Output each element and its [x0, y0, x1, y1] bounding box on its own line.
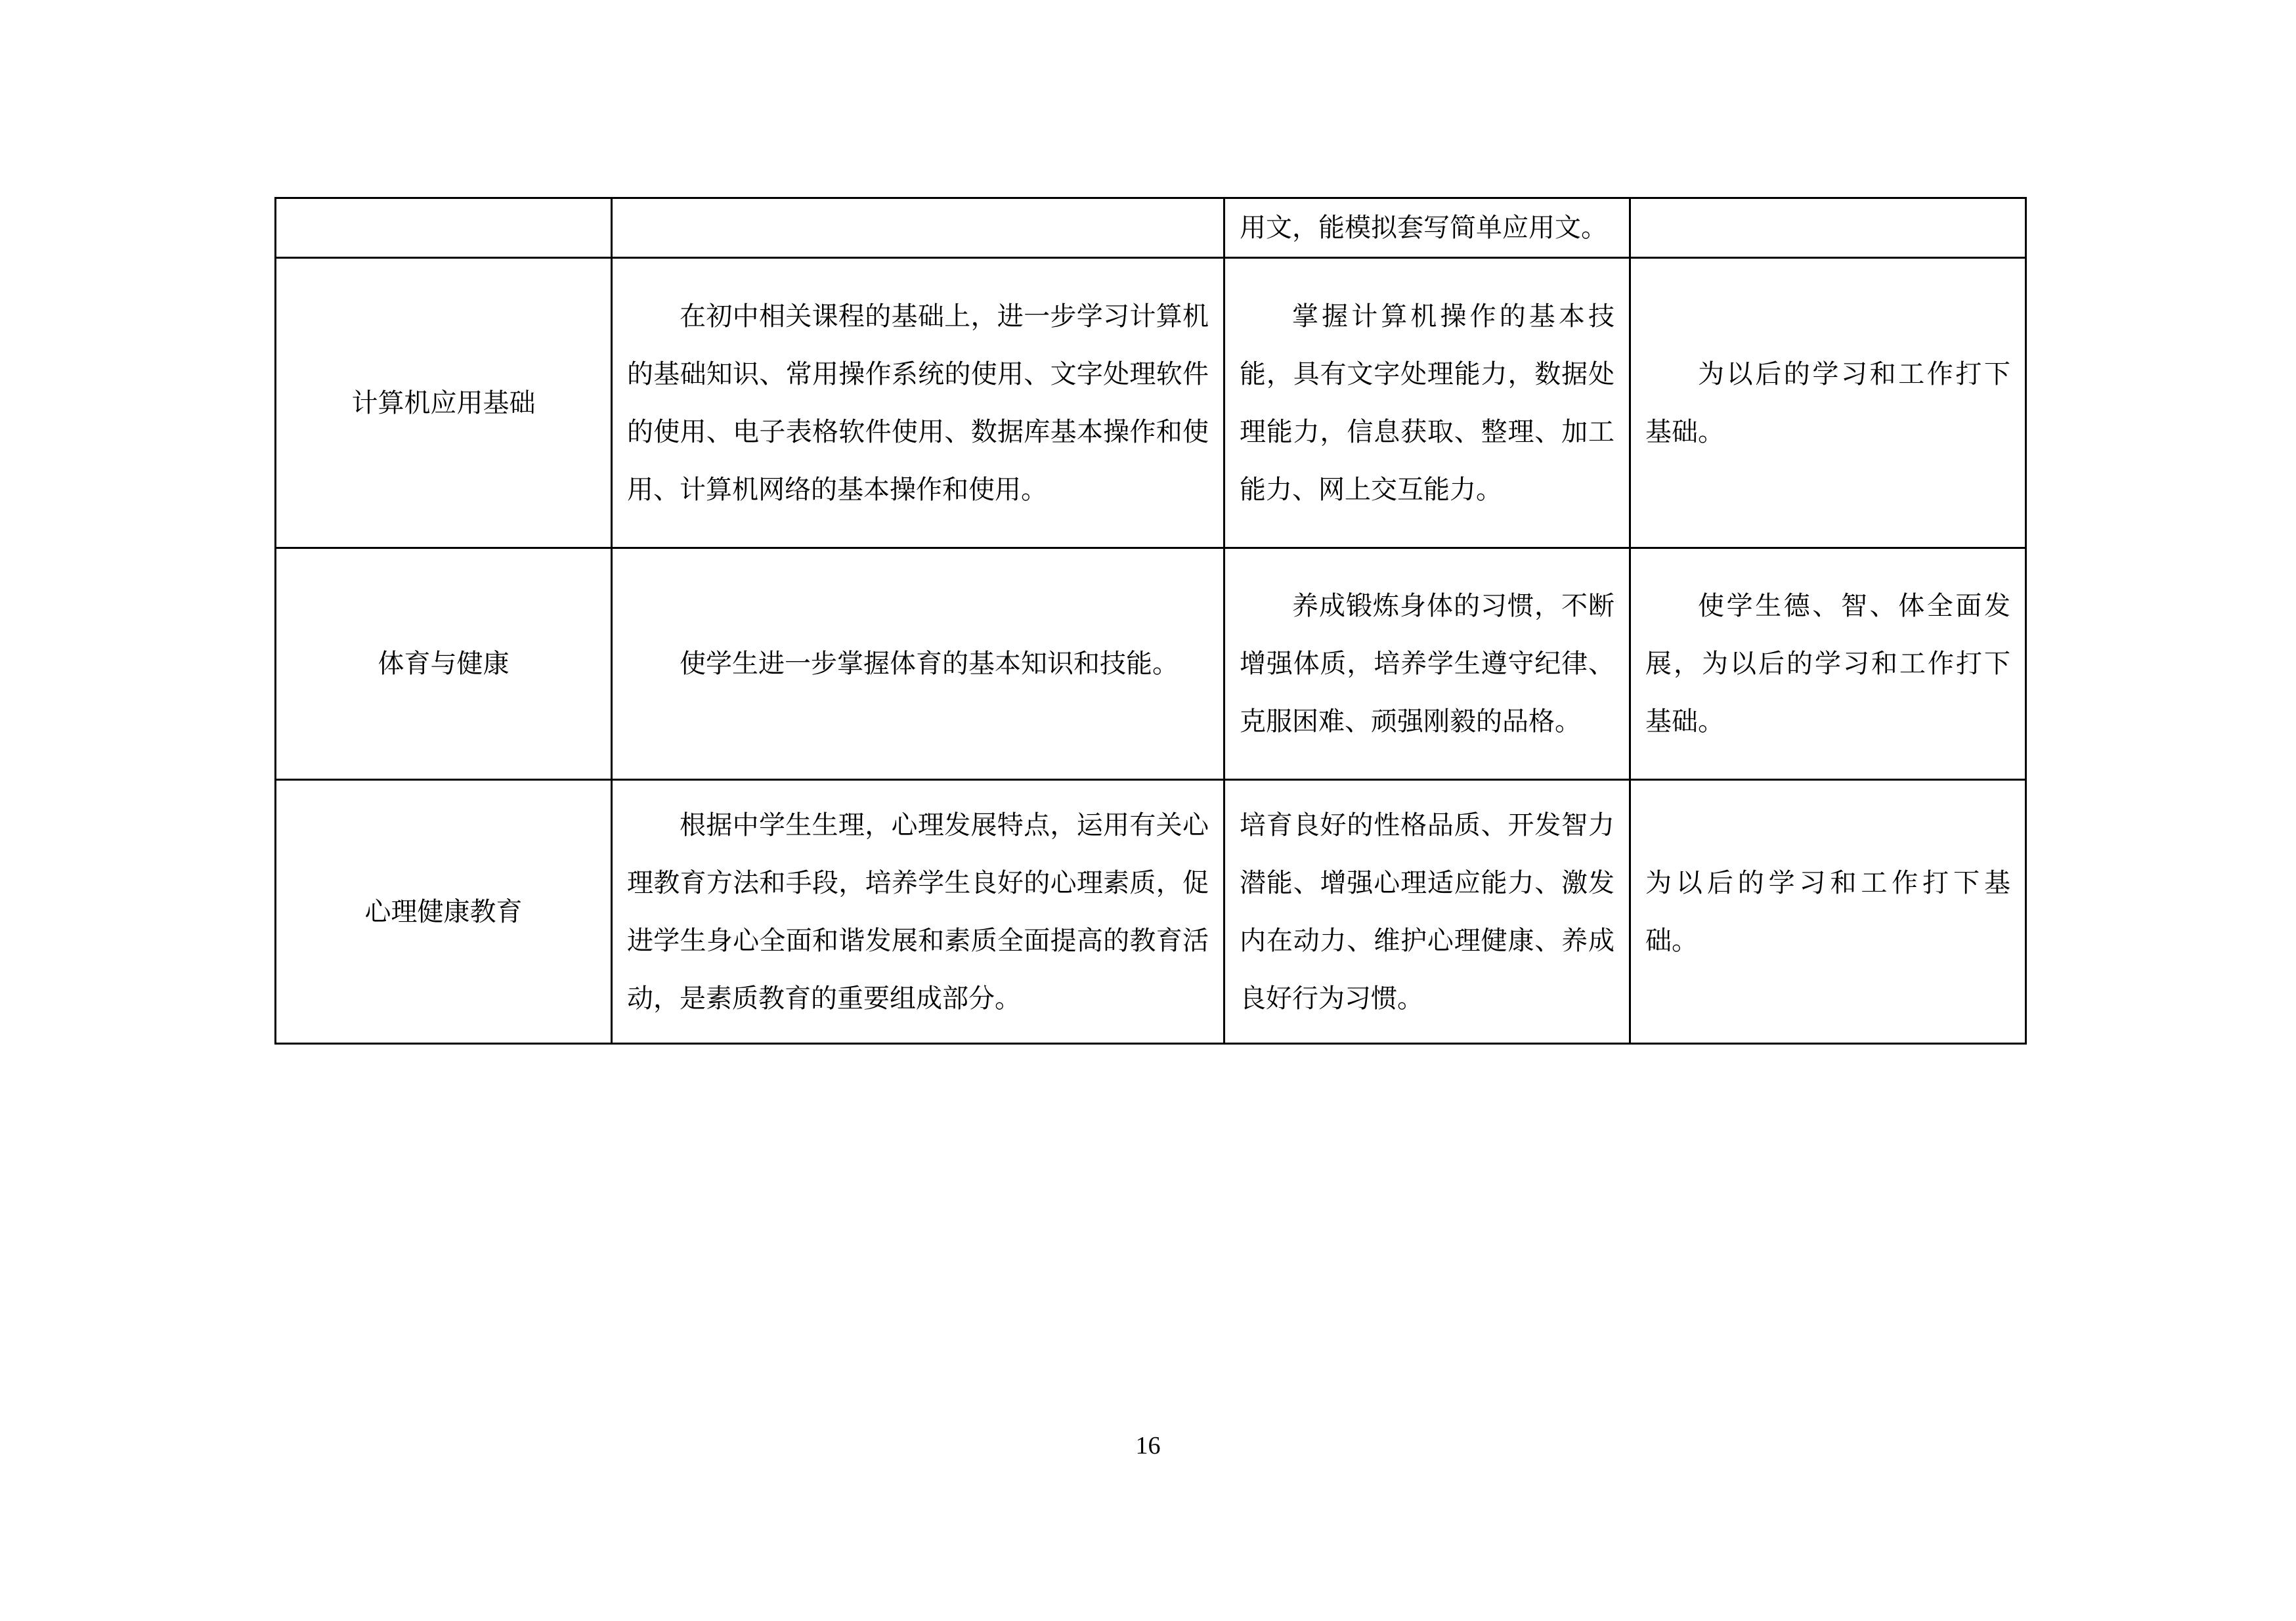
course-content-text: 使学生进一步掌握体育的基本知识和技能。 [680, 649, 1179, 679]
course-content-cell [612, 258, 1224, 548]
course-purpose-text: 使学生德、智、体全面发展，为以后的学习和工作打下基础。 [1645, 591, 2010, 737]
course-name-cell: 计算机应用基础 [276, 258, 612, 548]
course-purpose-cell [1630, 198, 2026, 258]
course-purpose-text: 为以后的学习和工作打下基础。 [1645, 867, 2010, 956]
course-goal-text: 掌握计算机操作的基本技能，具有文字处理能力，数据处理能力，信息获取、整理、加工能力、网上交互能力。 [1240, 301, 1614, 505]
course-goal-cell [1224, 780, 1630, 1044]
table-row [276, 548, 2026, 780]
table-row [276, 198, 2026, 258]
course-table [274, 197, 2027, 1045]
course-goal-text: 培育良好的性格品质、开发智力潜能、增强心理适应能力、激发内在动力、维护心理健康、养成良好行为习惯。 [1240, 810, 1614, 1014]
course-purpose-cell [1630, 258, 2026, 548]
course-purpose-cell [1630, 548, 2026, 780]
course-content-cell [612, 198, 1224, 258]
table-row [276, 780, 2026, 1044]
course-content-text: 根据中学生生理，心理发展特点，运用有关心理教育方法和手段，培养学生良好的心理素质，促进学生身心全面和谐发展和素质全面提高的教育活动，是素质教育的重要组成部分。 [627, 810, 1209, 1014]
course-goal-text: 养成锻炼身体的习惯，不断增强体质，培养学生遵守纪律、克服困难、顽强刚毅的品格。 [1240, 591, 1614, 737]
course-goal-cell [1224, 258, 1630, 548]
page-number: 16 [1135, 1432, 1161, 1459]
course-goal-text: 用文，能模拟套写简单应用文。 [1240, 213, 1607, 243]
course-content-cell [612, 548, 1224, 780]
course-name-cell [276, 198, 612, 258]
table-row [276, 258, 2026, 548]
course-content-cell [612, 780, 1224, 1044]
course-name-cell: 体育与健康 [276, 548, 612, 780]
course-purpose-cell [1630, 780, 2026, 1044]
course-name-cell: 心理健康教育 [276, 780, 612, 1044]
course-goal-cell [1224, 198, 1630, 258]
course-goal-cell [1224, 548, 1630, 780]
course-purpose-text: 为以后的学习和工作打下基础。 [1645, 358, 2010, 447]
course-content-text: 在初中相关课程的基础上，进一步学习计算机的基础知识、常用操作系统的使用、文字处理软件的使用、电子表格软件使用、数据库基本操作和使用、计算机网络的基本操作和使用。 [627, 301, 1209, 505]
